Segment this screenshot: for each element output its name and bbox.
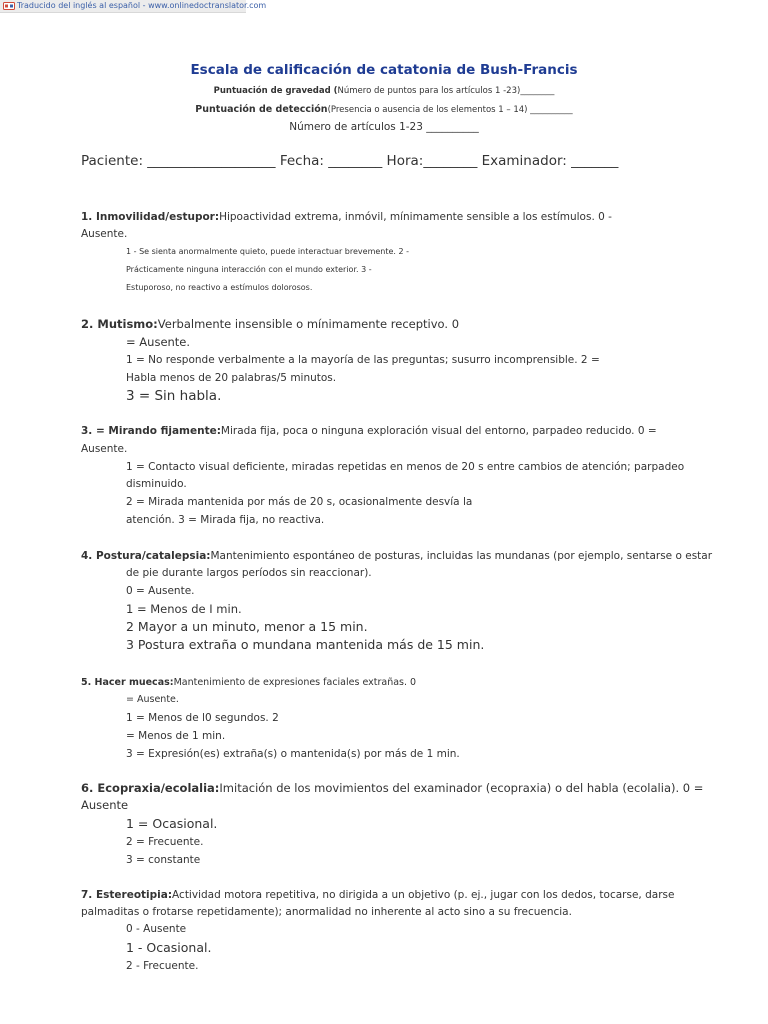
item-3-line-6: atención. 3 = Mirada fija, no reactiva. xyxy=(126,514,325,526)
item-5-line-5: 3 = Expresión(es) extraña(s) o mantenida(s) por más de 1 min. xyxy=(126,748,460,760)
item-4-heading: 4. Postura/catalepsia: xyxy=(81,550,211,562)
item-7-line-5: 2 - Frecuente. xyxy=(126,960,199,972)
item-6-description: Imitación de los movimientos del examinador (ecopraxia) o del habla (ecolalia). 0 = xyxy=(219,781,704,795)
detection-score-line xyxy=(0,104,768,115)
item-3-line-3: 1 = Contacto visual deficiente, miradas repetidas en menos de 20 s entre cambios de atención; parpadeo xyxy=(126,461,685,473)
item-2-line-5: 3 = Sin habla. xyxy=(126,388,222,404)
translator-banner[interactable] xyxy=(0,0,267,13)
item-6-line-2: Ausente xyxy=(81,798,129,812)
item-2-line-4: Habla menos de 20 palabras/5 minutos. xyxy=(126,372,337,384)
item-7-line-3: 0 - Ausente xyxy=(126,923,187,935)
item-3-line-2: Ausente. xyxy=(81,443,128,455)
item-3-line-4: disminuido. xyxy=(126,478,187,490)
item-1-line-5: Estuporoso, no reactivo a estímulos dolorosos. xyxy=(126,283,313,292)
item-6-line-3: 1 = Ocasional. xyxy=(126,816,218,831)
detection-score-label: Puntuación de detección xyxy=(195,104,328,115)
banner-link-text[interactable]: Traducido del inglés al español - www.onlinedoctranslator.com xyxy=(17,1,267,10)
item-7-line-2: palmaditas o frotarse repetidamente); anormalidad no inherente al acto sino a su frecuencia. xyxy=(81,906,572,918)
item-2-line-2: = Ausente. xyxy=(126,335,191,349)
item-3-description: Mirada fija, poca o ninguna exploración visual del entorno, parpadeo reducido. 0 = xyxy=(220,425,657,437)
item-6 xyxy=(81,779,704,869)
item-6-line-5: 3 = constante xyxy=(126,854,201,866)
item-3-line-5: 2 = Mirada mantenida por más de 20 s, ocasionalmente desvía la xyxy=(126,496,473,508)
item-5-line-2: = Ausente. xyxy=(126,694,179,705)
item-4 xyxy=(81,547,713,654)
item-4-line-6: 3 Postura extraña o mundana mantenida más de 15 min. xyxy=(126,637,485,652)
item-4-description: Mantenimiento espontáneo de posturas, incluidas las mundanas (por ejemplo, sentarse o estar xyxy=(210,550,713,562)
severity-score-line xyxy=(0,86,768,96)
item-2-description: Verbalmente insensible o mínimamente receptivo. 0 xyxy=(157,317,460,331)
item-5-line-4: = Menos de 1 min. xyxy=(126,730,226,742)
item-2-line-3: 1 = No responde verbalmente a la mayoría de las preguntas; susurro incomprensible. 2 = xyxy=(126,354,600,366)
item-1-line-4: Prácticamente ninguna interacción con el mundo exterior. 3 - xyxy=(126,265,372,274)
item-5 xyxy=(81,674,681,763)
patient-info-line: Paciente: ___________________ Fecha: ________ Hora:________ Examinador: _______ xyxy=(81,153,619,169)
item-1-line-3: 1 - Se sienta anormalmente quieto, puede interactuar brevemente. 2 - xyxy=(126,247,410,256)
item-4-line-4: 1 = Menos de I min. xyxy=(126,602,242,616)
item-2-heading: 2. Mutismo: xyxy=(81,317,158,331)
severity-score-label: Puntuación de gravedad ( xyxy=(213,86,338,96)
items-count-line: Número de artículos 1-23 __________ xyxy=(289,121,479,133)
item-4-line-2: de pie durante largos períodos sin reaccionar). xyxy=(126,567,372,579)
detection-score-text: (Presencia o ausencia de los elementos 1 – 14) __________ xyxy=(327,105,573,115)
item-5-description: Mantenimiento de expresiones faciales extrañas. 0 xyxy=(173,677,417,688)
item-6-heading: 6. Ecopraxia/ecolalia: xyxy=(81,781,220,795)
item-1-line-2: Ausente. xyxy=(81,228,128,240)
item-3 xyxy=(81,423,685,529)
item-2 xyxy=(81,315,681,406)
document-title: Escala de calificación de catatonia de Bush-Francis xyxy=(190,62,578,78)
item-3-heading: 3. = Mirando fijamente: xyxy=(81,425,221,437)
item-6-line-4: 2 = Frecuente. xyxy=(126,836,204,848)
item-1 xyxy=(81,209,681,297)
item-5-line-3: 1 = Menos de l0 segundos. 2 xyxy=(126,712,279,724)
item-7 xyxy=(81,887,681,975)
item-4-line-3: 0 = Ausente. xyxy=(126,585,195,597)
item-7-description: Actividad motora repetitiva, no dirigida a un objetivo (p. ej., jugar con los dedos, tocarse, darse xyxy=(172,889,675,901)
item-1-heading: 1. Inmovilidad/estupor: xyxy=(81,211,220,223)
item-4-line-5: 2 Mayor a un minuto, menor a 15 min. xyxy=(126,619,368,634)
item-1-description: Hipoactividad extrema, inmóvil, mínimamente sensible a los estímulos. 0 - xyxy=(219,211,612,223)
item-5-heading: 5. Hacer muecas: xyxy=(81,677,174,688)
severity-score-text: Número de puntos para los artículos 1 -23)________ xyxy=(337,86,555,96)
item-7-heading: 7. Estereotipia: xyxy=(81,889,173,901)
item-7-line-4: 1 - Ocasional. xyxy=(126,940,212,955)
doc-translator-logo-icon xyxy=(3,2,15,10)
